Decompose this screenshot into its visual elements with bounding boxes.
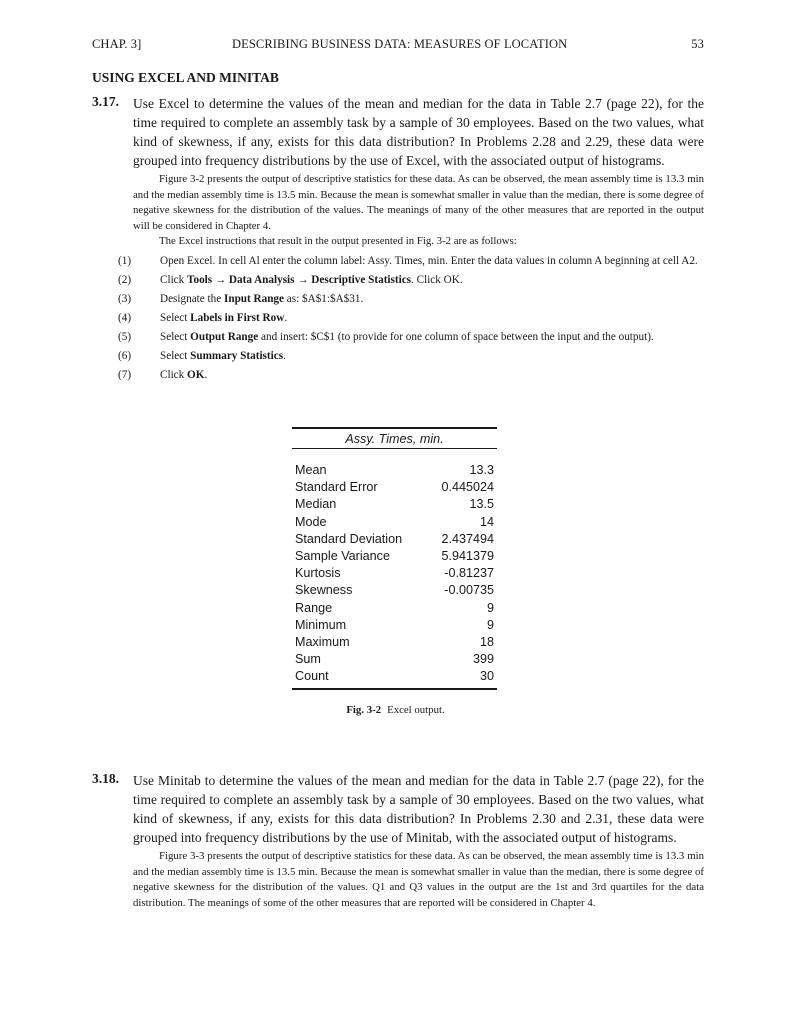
table-row: [292, 668, 497, 685]
solution-paragraph: Figure 3-3 presents the output of descriptive statistics for these data. As can be observed, the mean assembly time is 13.3 min and the median assembly time is 13.5 min. Because the mean is somewhat smaller in value than the median, there is some degree of negative skewness for the distribution of the values. Q1 and Q3 values in the output are the 1st and 3rd quartiles for the data distribution. The meanings of some of the other measures that are reported will be considered in Chapter 4.: [133, 850, 704, 909]
table-body: [292, 449, 497, 688]
problem-3-17: [92, 94, 704, 170]
stat-label: Range: [295, 600, 333, 615]
table-row: [292, 634, 497, 651]
problem-3-18: [92, 771, 704, 847]
instruction-step: (2) Click Tools → Data Analysis → Descriptive Statistics. Click OK.: [118, 274, 463, 286]
section-title: USING EXCEL AND MINITAB: [92, 70, 279, 85]
stat-value: 30: [479, 669, 494, 684]
stat-label: Kurtosis: [295, 566, 341, 581]
stat-label: Mean: [295, 463, 327, 477]
caption-text: Excel output.: [387, 704, 445, 716]
page-number: 53: [691, 37, 704, 51]
stat-label: Skewness: [295, 583, 353, 598]
stat-value: 14: [479, 514, 494, 529]
stat-label: Minimum: [295, 617, 347, 632]
stat-value: 13.3: [469, 463, 494, 477]
table-row: [292, 548, 497, 565]
problem-text: Use Minitab to determine the values of the mean and median for the data in Table 2.7 (page 22), for the time required to complete an assembly task by a sample of 30 employees. Based on the two values, what kind of skewness, if any, exists for this data distribution? In Problems 2.30 and 2.31, these data were grouped into frequency distributions by the use of Minitab, with the associated output of histograms.: [133, 773, 704, 845]
stat-label: Standard Deviation: [295, 531, 403, 546]
solution-paragraph: Figure 3-2 presents the output of descriptive statistics for these data. As can be observed, the mean assembly time is 13.3 min and the median assembly time is 13.5 min. Because the mean is somewhat smaller in value than the median, there is some degree of negative skewness for the distribution of the values. The meanings of many of the other measures that are reported in the output will be considered in Chapter 4.: [133, 173, 704, 232]
figure-caption: [0, 704, 791, 716]
stat-value: 13.5: [469, 497, 494, 512]
stat-label: Standard Error: [295, 480, 378, 495]
instruction-step: (6) Select Summary Statistics.: [118, 350, 286, 362]
table-title: Assy. Times, min.: [345, 432, 444, 446]
stat-value: 399: [472, 652, 494, 667]
stat-value: -0.81237: [444, 566, 494, 581]
stat-value: 5.941379: [441, 548, 494, 563]
table-bottom-rule: [292, 688, 497, 690]
solution-3-18: [133, 849, 704, 911]
stat-label: Count: [295, 669, 329, 684]
table-row: [292, 565, 497, 582]
stat-label: Sample Variance: [295, 548, 390, 563]
table-row: [292, 531, 497, 548]
chapter-label: CHAP. 3]: [92, 37, 142, 51]
solution-paragraph: The Excel instructions that result in the output presented in Fig. 3-2 are as follows:: [159, 235, 517, 247]
stat-value: 9: [486, 600, 494, 615]
table-row: [292, 514, 497, 531]
stat-value: 18: [479, 634, 494, 649]
table-row: [292, 617, 497, 634]
excel-instructions: [118, 254, 704, 387]
excel-output-table: [292, 427, 497, 690]
instruction-step: (3) Designate the Input Range as: $A$1:$A$31.: [118, 293, 364, 305]
instruction-step: (4) Select Labels in First Row.: [118, 312, 288, 324]
solution-3-17: [133, 172, 704, 250]
instruction-step: (1) Open Excel. In cell Al enter the column label: Assy. Times, min. Enter the data values in column A beginning at cell A2.: [118, 255, 698, 267]
instruction-step: (5) Select Output Range and insert: $C$1 (to provide for one column of space between the input and the output).: [118, 331, 654, 343]
stat-label: Maximum: [295, 634, 350, 649]
table-row: [292, 582, 497, 599]
running-title: DESCRIBING BUSINESS DATA: MEASURES OF LOCATION: [232, 37, 568, 51]
stat-value: 9: [486, 617, 494, 632]
stat-value: 2.437494: [441, 531, 494, 546]
stat-label: Sum: [295, 652, 321, 667]
stat-value: -0.00735: [444, 583, 494, 598]
table-row: [292, 651, 497, 668]
table-row: [292, 496, 497, 513]
stat-label: Median: [295, 497, 337, 512]
problem-number: 3.18.: [92, 771, 119, 786]
stat-value: 0.445024: [441, 480, 494, 495]
table-row: [292, 462, 497, 479]
table-row: [292, 600, 497, 617]
table-row: [292, 479, 497, 496]
stat-label: Mode: [295, 514, 327, 529]
instruction-step: (7) Click OK.: [118, 369, 208, 381]
caption-label: Fig. 3-2: [346, 704, 382, 716]
problem-text: Use Excel to determine the values of the mean and median for the data in Table 2.7 (page 22), for the time required to complete an assembly task by a sample of 30 employees. Based on the two values, what kind of skewness, if any, exists for this data distribution? In Problems 2.28 and 2.29, these data were grouped into frequency distributions by the use of Excel, with the associated output of histograms.: [133, 96, 704, 168]
problem-number: 3.17.: [92, 94, 119, 109]
